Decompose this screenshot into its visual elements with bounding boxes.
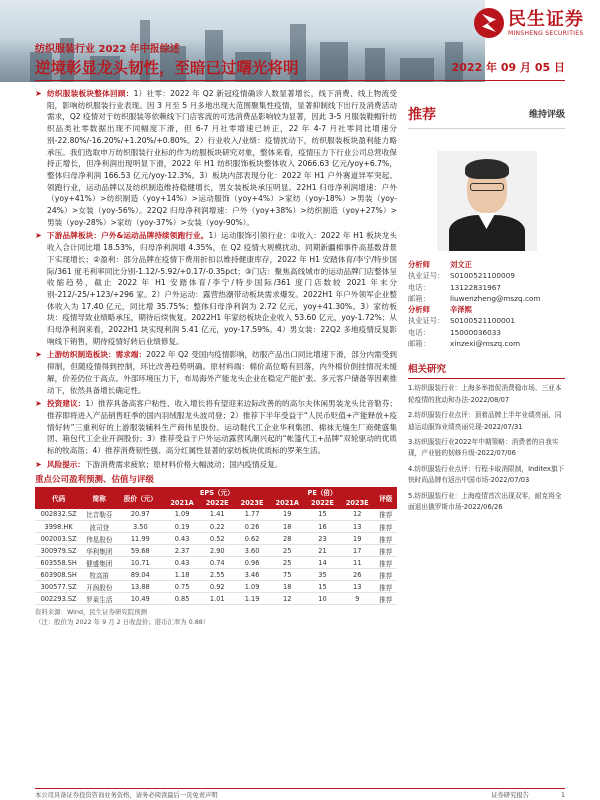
analyst-1 — [408, 259, 565, 304]
analyst-role: 分析师 — [408, 305, 430, 315]
table-cell: 59.68 — [116, 545, 164, 557]
analyst-name: 辛泽熙 — [450, 305, 472, 315]
col-header: 2023E — [235, 498, 270, 509]
table-cell: 推荐 — [375, 533, 397, 545]
table-cell: 15 — [305, 581, 340, 593]
table-cell: 35 — [305, 569, 340, 581]
table-row — [35, 533, 397, 545]
table-cell: 推荐 — [375, 569, 397, 581]
table-cell: 伟星股份 — [82, 533, 116, 545]
table-cell: 0.22 — [200, 521, 235, 533]
table-cell: 002832.SZ — [35, 509, 82, 521]
table-cell: 14 — [305, 557, 340, 569]
table-cell: 26 — [340, 569, 375, 581]
table-cell: 推荐 — [375, 545, 397, 557]
phone-key: 电话： — [408, 282, 430, 292]
related-item[interactable]: 2.纺织服装行业点评：顶着品牌上半年业绩亮丽，同迪运动服饰业绩亮丽兑现-2022/07/31 — [408, 411, 562, 431]
triangle-bullet-icon: ➤ — [35, 89, 42, 98]
table-cell: 0.74 — [200, 557, 235, 569]
table-cell: 0.43 — [164, 557, 200, 569]
table-cell: 0.92 — [200, 581, 235, 593]
table-cell: 300577.SZ — [35, 581, 82, 593]
table-cell: 603558.SH — [35, 557, 82, 569]
table-cell: 11 — [340, 557, 375, 569]
table-cell: 15 — [305, 509, 340, 521]
table-title: 重点公司盈利预测、估值与评级 — [35, 474, 155, 485]
bullet-text: 1）运动服饰引领行业：①收入：2022 年 H1 板块龙头收入合计同比增 18.53%，归母净利润增 4.35%，在 Q2 疫情大规模扰动、同期新疆棉事件高基数背景下实现增长；②盈利：部分品牌在疫情下费用折扣以维持健康库存，2022 年 H1 安踏体育/李宁/特步国际/361 度毛利率同比分别-1.12/-5.92/+0.17/-0.35pct；③门店：聚焦高线城市的运动品牌门店整体呈收缩趋势，截止 2022 年 H1 安踏体育/李宁/特步国际/361 度门店数较 2021 年末分别-212/-25/+123/+296 家。2）户外运动：露营热潮带动板块需求爆发。2022H1 年户外领军企业整体收入为 17.40 亿元，同比增 35.75%；整体归母净利润为 2.72 亿元，yoy+41.30%。3）家纺板块：疫情导致业绩略承压，期待后续恢复。2022H1 年家纺板块企业收入 53.60 亿元，yoy-1.72%；从归母净利润来看，2022H1 块实现利润 5.41 亿元，yoy-17.59%。4）男女装：22Q2 多地疫情反复影响线下销售，期待疫情好转后业绩修复。 — [47, 231, 398, 346]
table-cell: 002293.SZ — [35, 593, 82, 605]
table-cell: 13 — [340, 581, 375, 593]
table-cell: 17 — [340, 545, 375, 557]
table-cell: 推荐 — [375, 581, 397, 593]
table-row — [35, 545, 397, 557]
main-column — [35, 88, 397, 627]
table-cell: 波司登 — [82, 521, 116, 533]
bullet-text: 1）推荐具备高客户粘性、收入增长将有望迎来边际改善的的高尔夫休闲男装龙头比音勒芬；推荐即将进入产品销售旺季的国内羽绒服龙头波司登；2）推荐下半年受益于“人民币贬值+产能释放+疫情好转”三重利好的上游服装辅料生产商伟星股份、运动鞋代工企业华利集团、棉袜无缝生厂商健盛集团、箱包代工企业开润股份；3）推荐受益于户外运动露营风潮兴起的“帐篷代工+品牌”双轮驱动的优质标的牧高笛；4）推荐消费韧性强、高分红属性显著的家纺板块优质标的罗莱生活。 — [47, 399, 398, 456]
phone-value: 13122831967 — [450, 282, 502, 292]
analyst-photo — [437, 151, 537, 251]
table-cell: 10.71 — [116, 557, 164, 569]
col-header: 2021A — [164, 498, 200, 509]
phone-key: 电话： — [408, 327, 430, 337]
table-cell: 2.90 — [200, 545, 235, 557]
table-cell: 开润股份 — [82, 581, 116, 593]
table-cell: 300979.SZ — [35, 545, 82, 557]
email-value[interactable]: liuwenzheng@mszq.com — [450, 293, 541, 303]
table-cell: 75 — [269, 569, 305, 581]
triangle-bullet-icon: ➤ — [35, 399, 42, 409]
table-cell: 华利集团 — [82, 545, 116, 557]
table-cell: 1.09 — [235, 581, 270, 593]
rating-row — [408, 99, 565, 129]
rating-label: 维持评级 — [528, 110, 565, 120]
table-cell: 0.43 — [164, 533, 200, 545]
table-row — [35, 581, 397, 593]
cert-key: 执业证号： — [408, 271, 445, 281]
table-note: （注：股价为 2022 年 9 月 2 日收盘价；港币汇率为 0.88） — [35, 618, 210, 626]
table-cell: 3.46 — [235, 569, 270, 581]
table-cell: 3.60 — [235, 545, 270, 557]
table-source: 资料来源：Wind，民生证券研究院预测 — [35, 608, 147, 616]
title-rule — [35, 80, 565, 81]
bullet-downstream — [35, 230, 397, 347]
analyst-name: 刘文正 — [450, 260, 472, 269]
bullet-lead: 投资建议： — [47, 399, 86, 409]
logo-en: MINSHENG SECURITIES — [508, 29, 584, 37]
table-cell: 23 — [305, 533, 340, 545]
table-cell: 21 — [305, 545, 340, 557]
table-cell: 20.97 — [116, 509, 164, 521]
table-cell: 3998.HK — [35, 521, 82, 533]
table-cell: 13 — [340, 521, 375, 533]
table-cell: 推荐 — [375, 593, 397, 605]
table-row — [35, 521, 397, 533]
table-row — [35, 569, 397, 581]
table-cell: 25 — [269, 545, 305, 557]
report-title: 逆境彰显龙头韧性，至暗已过曙光将明 — [35, 59, 299, 77]
table-cell: 16 — [305, 521, 340, 533]
table-cell: 002003.SZ — [35, 533, 82, 545]
table-cell: 1.41 — [200, 509, 235, 521]
table-cell: 3.50 — [116, 521, 164, 533]
table-cell: 19 — [340, 533, 375, 545]
table-cell: 推荐 — [375, 521, 397, 533]
table-cell: 13.88 — [116, 581, 164, 593]
table-cell: 0.96 — [235, 557, 270, 569]
related-item[interactable]: 3.纺织服装行业2022年中期策略：消费者的自我实现，产业链的韧修升级-2022/07/06 — [408, 438, 559, 458]
bullet-lead: 纺织服装板块整体回顾： — [47, 89, 134, 98]
bullet-text: 1）社零：2022 年 Q2 新冠疫情确诊人数显著增长，线下消费、线上物流受阻，影响纺织服装行业表现。因 3 月至 5 月多地出现大范围聚集性疫情，显著抑制线下出行及消费活动需求，Q2 疫情对于纺织服装等依赖线下门店客流的可选消费品影响较为显著，因此 3-5 月服装鞋帽针纺织品类社零数据出现不同幅度下滑，但 6-7 月社零增速已转正，22 年 4-7 月社零同比增速分别-22.80%/-16.20%/+1.20%/+0.80%。2）行业收入/业绩：疫情扰动下，纺织服装板块盈利能力略承压。我们选取申万纺织服装行业标的作为纺服板块研究对象，整体来看，疫情压力下行业公司总营收保持正增长，但净利润出现明显下滑，2022 年 H1 纺织服饰板块整体收入 2066.63 亿元/yoy+6.7%，整体归母净利润 166.53 亿元/yoy-12.3%。3）板块内部表现分化：2022 年 H1 户外赛道异军突起、领跑行业，运动品牌以及纺织制造维持稳健增长，男女装板块承压明显。22H1 归母净利润增速：户外（yoy+41%）>纺织制造（yoy+14%）>运动服饰（yoy+4%）>家纺（yoy-18%）>男装（yoy-24%）>女装（yoy-56%）。22Q2 归母净利润增速：户外（yoy+38%）>纺织制造（yoy+27%）>男装（yoy-28%）>家纺（yoy-37%）>女装（yoy-90%）。 — [47, 89, 397, 227]
table-row — [35, 509, 397, 521]
table-cell: 18 — [269, 581, 305, 593]
forecast-table — [35, 487, 397, 606]
company-logo — [474, 6, 592, 40]
table-cell: 0.26 — [235, 521, 270, 533]
table-row — [35, 593, 397, 605]
col-header: 简称 — [82, 487, 116, 509]
table-cell: 0.85 — [164, 593, 200, 605]
table-cell: 1.01 — [200, 593, 235, 605]
cert-value: S0100521100009 — [450, 271, 515, 281]
table-cell: 2.55 — [200, 569, 235, 581]
col-header: 2022E — [305, 498, 340, 509]
table-cell: 18 — [269, 521, 305, 533]
email-key: 邮箱： — [408, 339, 430, 349]
table-cell: 0.62 — [235, 533, 270, 545]
table-cell: 89.04 — [116, 569, 164, 581]
analyst-2 — [408, 304, 565, 349]
triangle-bullet-icon: ➤ — [35, 459, 42, 469]
table-cell: 罗莱生活 — [82, 593, 116, 605]
table-cell: 10 — [305, 593, 340, 605]
table-cell: 1.09 — [164, 509, 200, 521]
related-item[interactable]: 4.纺织服装行业点评：行程卡取消限制，Inditex旗下快时尚品牌有返出中国市场-2022/07/03 — [408, 464, 565, 485]
table-cell: 12 — [269, 593, 305, 605]
col-header: 评级 — [375, 487, 397, 509]
table-cell: 比音勒芬 — [82, 509, 116, 521]
table-cell: 2.37 — [164, 545, 200, 557]
phone-value: 15000036033 — [450, 327, 502, 337]
table-cell: 19 — [269, 509, 305, 521]
cert-value: S0100521100001 — [450, 316, 515, 326]
table-cell: 25 — [269, 557, 305, 569]
email-value[interactable]: xinzexi@mszq.com — [450, 339, 521, 349]
table-cell: 9 — [340, 593, 375, 605]
bullet-overview — [35, 88, 397, 228]
email-key: 邮箱： — [408, 293, 430, 303]
logo-mark-icon — [474, 8, 504, 38]
col-header: 代码 — [35, 487, 82, 509]
table-cell: 1.18 — [164, 569, 200, 581]
table-cell: 1.77 — [235, 509, 270, 521]
bullet-text: 2022 年 Q2 受国内疫情影响，纺服产品出口同比增速下滑，部分内需受到抑制，但随疫情得到控制，环比改善趋势明确。原材料端：棉价高位略有回落，内外棉价倒挂情况未缓解，价差仍位于高点。外部环境压力下，布局海外产能龙头企业在稳定产能扩张、多元客户储备等因素推动下，依然具备增长确定性。 — [47, 350, 398, 395]
footer-brand: 证券研究报告 — [491, 792, 529, 799]
table-cell: 1.19 — [235, 593, 270, 605]
table-cell: 0.19 — [164, 521, 200, 533]
report-kicker: 纺织服装行业 2022 年中报综述 — [35, 44, 180, 55]
table-cell: 推荐 — [375, 557, 397, 569]
col-header: 股价（元） — [116, 487, 164, 509]
table-cell: 牧高笛 — [82, 569, 116, 581]
table-cell: 28 — [269, 533, 305, 545]
related-item[interactable]: 5.纺织服装行业：上海疫情首次出现双零，耐克将全面退出俄罗斯市场-2022/06/26 — [408, 491, 562, 512]
table-cell: 12 — [340, 509, 375, 521]
bullet-investment — [35, 398, 397, 457]
cert-key: 执业证号： — [408, 316, 445, 326]
col-header: 2022E — [200, 498, 235, 509]
table-cell: 11.99 — [116, 533, 164, 545]
table-cell: 10.49 — [116, 593, 164, 605]
triangle-bullet-icon: ➤ — [35, 350, 42, 360]
footer-disclaimer: 本公司具备证券投资咨询业务资格，请务必阅读最后一页免责声明 — [35, 792, 218, 799]
logo-cn: 民生证券 — [508, 8, 584, 30]
bullet-risk — [35, 459, 397, 471]
bullet-lead: 风险提示： — [47, 459, 85, 469]
table-cell: 健盛集团 — [82, 557, 116, 569]
bullet-lead: 下游品牌板块：户外&运动品牌持续领跑行业。 — [47, 231, 209, 241]
group-header-eps: EPS（元） — [164, 487, 269, 498]
related-item[interactable]: 1.纺织服装行业：上海多举措促消费稳市场、三亚本轮疫情的扰动和办法-2022/08/07 — [408, 384, 562, 404]
recommend-label: 推荐 — [408, 106, 436, 123]
footer-rule — [35, 788, 565, 789]
footer — [35, 790, 565, 799]
group-header-pe: PE（倍） — [269, 487, 374, 498]
report-date: 2022 年 09 月 05 日 — [451, 61, 565, 74]
table-cell: 603908.SH — [35, 569, 82, 581]
bullet-upstream — [35, 349, 397, 396]
col-header: 2021A — [269, 498, 305, 509]
table-cell: 0.52 — [200, 533, 235, 545]
bullet-text: 下游消费需求疲软；原材料价格大幅波动；国内疫情反复。 — [84, 459, 283, 469]
related-research-heading: 相关研究 — [408, 361, 565, 379]
page-number: 1 — [560, 792, 565, 799]
sidebar — [408, 99, 565, 513]
table-row — [35, 557, 397, 569]
col-header: 2023E — [340, 498, 375, 509]
table-cell: 0.75 — [164, 581, 200, 593]
bullet-lead: 上游纺织制造板块：需求端： — [47, 350, 147, 360]
triangle-bullet-icon: ➤ — [35, 231, 42, 241]
analyst-role: 分析师 — [408, 260, 430, 269]
table-cell: 推荐 — [375, 509, 397, 521]
